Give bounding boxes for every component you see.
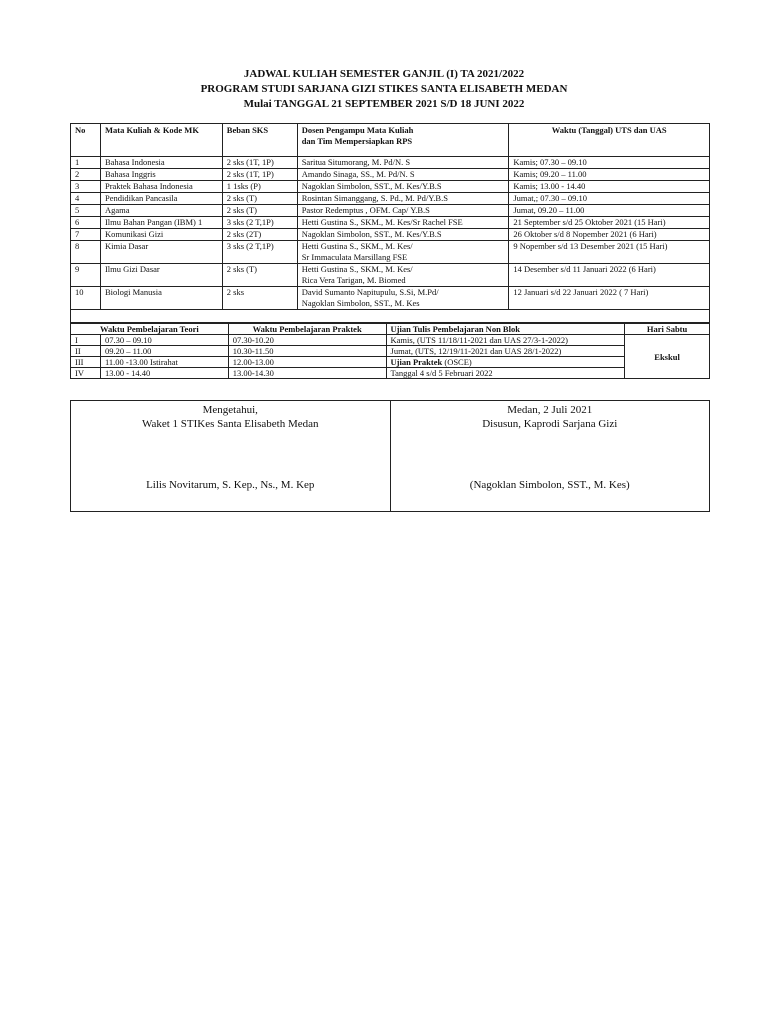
right-position: Disusun, Kaprodi Sarjana Gizi xyxy=(482,418,618,430)
sessions-body xyxy=(71,335,710,379)
row-no: 6 xyxy=(71,217,101,229)
session-row xyxy=(71,368,710,379)
row-lecturer-line-2: Sr Immaculata Marsillang FSE xyxy=(301,252,408,262)
row-sks: 2 sks (T) xyxy=(222,205,297,217)
row-lecturer xyxy=(297,205,509,217)
row-lecturer-line-1: Hetti Gustina S., SKM., M. Kes/ xyxy=(301,241,413,251)
table-row xyxy=(71,181,710,193)
header-no: No xyxy=(71,124,101,157)
row-no: 3 xyxy=(71,181,101,193)
session-praktek: 12.00-13.00 xyxy=(228,357,386,368)
signature-left xyxy=(71,401,390,511)
row-course: Agama xyxy=(100,205,222,217)
session-ujian xyxy=(386,357,625,368)
row-time: Jumat, 09.20 – 11.00 xyxy=(509,205,710,217)
row-lecturer-line-1: Hetti Gustina S., SKM., M. Kes/ xyxy=(301,264,413,274)
row-lecturer-line-1: Amando Sinaga, SS., M. Pd/N. S xyxy=(301,169,415,179)
header-lecturer xyxy=(297,124,509,157)
session-ujian-text: (OSCE) xyxy=(444,357,472,367)
row-lecturer xyxy=(297,229,509,241)
row-course: Praktek Bahasa Indonesia xyxy=(100,181,222,193)
table-row xyxy=(71,193,710,205)
title-line-2: PROGRAM STUDI SARJANA GIZI STIKES SANTA ELISABETH MEDAN xyxy=(200,83,568,95)
row-lecturer xyxy=(297,264,509,287)
row-lecturer-line-1: Rosintan Simanggang, S. Pd., M. Pd/Y.B.S xyxy=(301,193,448,203)
session-ujian xyxy=(386,335,625,346)
left-signatory-name: Lilis Novitarum, S. Kep., Ns., M. Kep xyxy=(146,479,315,491)
row-time: 26 Oktober s/d 8 Nopember 2021 (6 Hari) xyxy=(509,229,710,241)
signature-block xyxy=(70,400,710,512)
schedule-body xyxy=(71,157,710,323)
ekskul-cell: Ekskul xyxy=(625,335,710,379)
session-ujian xyxy=(386,368,625,379)
row-lecturer xyxy=(297,217,509,229)
row-no: 2 xyxy=(71,169,101,181)
left-position: Waket 1 STIKes Santa Elisabeth Medan xyxy=(141,418,319,430)
table-row xyxy=(71,217,710,229)
row-no: 1 xyxy=(71,157,101,169)
signature-right xyxy=(390,401,710,511)
row-time: 9 Nopember s/d 13 Desember 2021 (15 Hari) xyxy=(509,241,710,264)
session-ujian-text: Jumat, (UTS, 12/19/11-2021 dan UAS 28/1-2022) xyxy=(390,346,562,356)
session-teori: 07.30 – 09.10 xyxy=(100,335,228,346)
row-sks: 3 sks (2 T,1P) xyxy=(222,241,297,264)
header-ujian: Ujian Tulis Pembelajaran Non Blok xyxy=(386,324,625,335)
blank-cell xyxy=(71,310,710,323)
row-sks: 3 sks (2 T,1P) xyxy=(222,217,297,229)
session-praktek: 13.00-14.30 xyxy=(228,368,386,379)
row-time: Kamis; 13.00 - 14.40 xyxy=(509,181,710,193)
row-lecturer xyxy=(297,169,509,181)
row-time: Kamis; 07.30 – 09.10 xyxy=(509,157,710,169)
row-course: Bahasa Inggris xyxy=(100,169,222,181)
table-row xyxy=(71,205,710,217)
right-signatory-name: (Nagoklan Simbolon, SST., M. Kes) xyxy=(469,479,630,491)
row-lecturer xyxy=(297,241,509,264)
session-ujian-bold: Ujian Praktek xyxy=(390,357,443,367)
session-teori: 13.00 - 14.40 xyxy=(100,368,228,379)
row-course: Bahasa Indonesia xyxy=(100,157,222,169)
table-row xyxy=(71,157,710,169)
row-no: 10 xyxy=(71,287,101,310)
row-lecturer-line-1: Nagoklan Simbolon, SST., M. Kes/Y.B.S xyxy=(301,229,442,239)
row-time: Jumat,; 07.30 – 09.10 xyxy=(509,193,710,205)
table-row xyxy=(71,241,710,264)
session-ujian xyxy=(386,346,625,357)
row-no: 8 xyxy=(71,241,101,264)
row-course: Ilmu Gizi Dasar xyxy=(100,264,222,287)
session-ujian-text: Kamis, (UTS 11/18/11-2021 dan UAS 27/3-1-2022) xyxy=(390,335,568,345)
session-teori: 11.00 -13.00 Istirahat xyxy=(100,357,228,368)
row-sks: 2 sks (1T, 1P) xyxy=(222,157,297,169)
row-lecturer-line-1: Pastor Redemptus , OFM. Cap/ Y.B.S xyxy=(301,205,430,215)
session-teori: 09.20 – 11.00 xyxy=(100,346,228,357)
row-time: 21 September s/d 25 Oktober 2021 (15 Hari) xyxy=(509,217,710,229)
row-sks: 2 sks (T) xyxy=(222,193,297,205)
row-no: 4 xyxy=(71,193,101,205)
session-praktek: 10.30-11.50 xyxy=(228,346,386,357)
row-no: 9 xyxy=(71,264,101,287)
session-no: IV xyxy=(71,368,101,379)
table-row xyxy=(71,229,710,241)
session-row xyxy=(71,357,710,368)
row-course: Kimia Dasar xyxy=(100,241,222,264)
row-lecturer xyxy=(297,193,509,205)
row-lecturer xyxy=(297,181,509,193)
session-no: I xyxy=(71,335,101,346)
session-no: III xyxy=(71,357,101,368)
row-lecturer-line-1: Saritua Situmorang, M. Pd/N. S xyxy=(301,157,411,167)
header-sabtu: Hari Sabtu xyxy=(625,324,710,335)
row-course: Pendidikan Pancasila xyxy=(100,193,222,205)
table-row xyxy=(71,264,710,287)
row-lecturer xyxy=(297,157,509,169)
row-lecturer-line-1: Nagoklan Simbolon, SST., M. Kes/Y.B.S xyxy=(301,181,442,191)
sessions-header-row xyxy=(71,324,710,335)
row-time: 14 Desember s/d 11 Januari 2022 (6 Hari) xyxy=(509,264,710,287)
table-row xyxy=(71,287,710,310)
document-title xyxy=(0,67,768,112)
header-sks: Beban SKS xyxy=(222,124,297,157)
session-ujian-text: Tanggal 4 s/d 5 Februari 2022 xyxy=(390,368,493,378)
row-time: 12 Januari s/d 22 Januari 2022 ( 7 Hari) xyxy=(509,287,710,310)
row-course: Ilmu Bahan Pangan (IBM) 1 xyxy=(100,217,222,229)
row-time: Kamis; 09.20 – 11.00 xyxy=(509,169,710,181)
blank-row xyxy=(71,310,710,323)
header-time: Waktu (Tanggal) UTS dan UAS xyxy=(509,124,710,157)
row-sks: 1 1sks (P) xyxy=(222,181,297,193)
header-lecturer-line-2: dan Tim Mempersiapkan RPS xyxy=(301,136,413,146)
session-praktek: 07.30-10.20 xyxy=(228,335,386,346)
schedule-table xyxy=(70,123,710,323)
row-sks: 2 sks (2T) xyxy=(222,229,297,241)
title-line-1: JADWAL KULIAH SEMESTER GANJIL (I) TA 2021/2022 xyxy=(243,68,525,80)
row-sks: 2 sks (T) xyxy=(222,264,297,287)
row-sks: 2 sks (1T, 1P) xyxy=(222,169,297,181)
table-row xyxy=(71,169,710,181)
session-row xyxy=(71,346,710,357)
header-lecturer-line-1: Dosen Pengampu Mata Kuliah xyxy=(301,125,414,135)
row-lecturer-line-2: Rica Vera Tarigan, M. Biomed xyxy=(301,275,406,285)
header-teori: Waktu Pembelajaran Teori xyxy=(71,324,229,335)
row-lecturer-line-2: Nagoklan Simbolon, SST., M. Kes xyxy=(301,298,420,308)
left-acknowledged: Mengetahui, xyxy=(202,404,258,416)
title-line-3: Mulai TANGGAL 21 SEPTEMBER 2021 S/D 18 JUNI 2022 xyxy=(243,98,525,110)
row-no: 5 xyxy=(71,205,101,217)
session-row xyxy=(71,335,710,346)
sessions-table xyxy=(70,323,710,379)
header-course: Mata Kuliah & Kode MK xyxy=(100,124,222,157)
row-lecturer xyxy=(297,287,509,310)
header-praktek: Waktu Pembelajaran Praktek xyxy=(228,324,386,335)
row-lecturer-line-1: David Sumanto Napitupulu, S.Si, M.Pd/ xyxy=(301,287,439,297)
row-sks: 2 sks xyxy=(222,287,297,310)
row-course: Biologi Manusia xyxy=(100,287,222,310)
row-no: 7 xyxy=(71,229,101,241)
session-no: II xyxy=(71,346,101,357)
row-lecturer-line-1: Hetti Gustina S., SKM., M. Kes/Sr Rachel FSE xyxy=(301,217,463,227)
schedule-header-row xyxy=(71,124,710,157)
row-course: Komunikasi Gizi xyxy=(100,229,222,241)
right-place-date: Medan, 2 Juli 2021 xyxy=(507,404,593,416)
